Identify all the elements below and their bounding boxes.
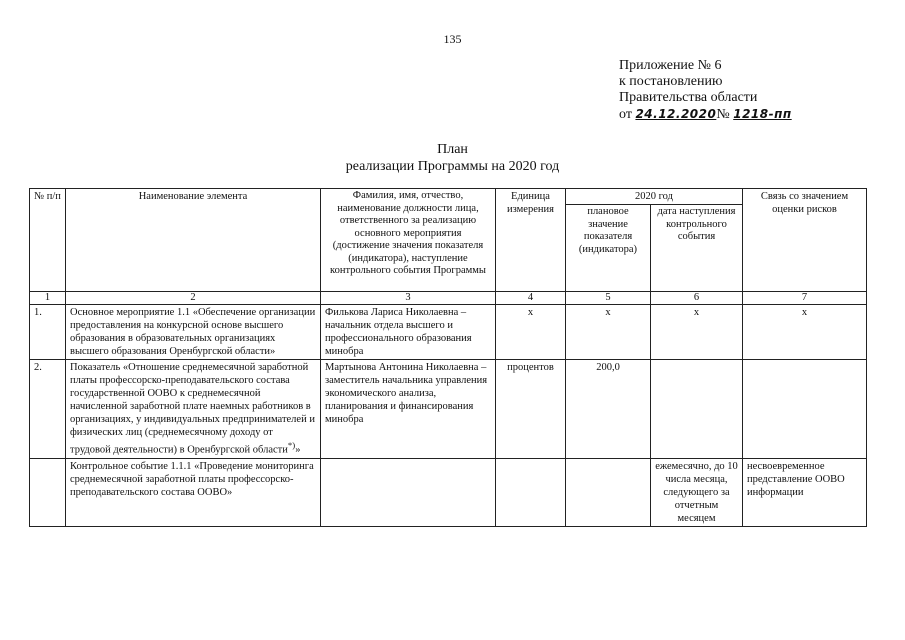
table-row (30, 360, 867, 459)
title-line-2: реализации Программы на 2020 год (345, 159, 560, 174)
row-element: Основное мероприятие 1.1 «Обеспечение организации предоставления на конкурсной основе высшего образования в образовательных организациях высшего образования Оренбургской области» (66, 305, 321, 360)
date-prefix: от (619, 107, 632, 122)
header-date: дата наступления контрольного события (651, 205, 743, 292)
row-planned: 200,0 (566, 360, 651, 459)
column-number: 2 (66, 292, 321, 305)
row-num (30, 458, 66, 526)
row-unit: процентов (496, 360, 566, 459)
handwritten-number: 1218-пп (733, 107, 792, 121)
title-line-1: План (437, 142, 468, 157)
appendix-line-2: к постановлению (619, 74, 723, 89)
row-num: 1. (30, 305, 66, 360)
handwritten-date: 24.12.2020 (635, 107, 717, 121)
row-responsible: Мартынова Антонина Николаевна – заместитель начальника управления экономического анализа, планирования и финансирования минобра (321, 360, 496, 459)
row-risk: несвоевременное представление ООВО информации (743, 458, 867, 526)
number-prefix: № (716, 107, 730, 122)
plan-table (29, 188, 867, 527)
header-responsible: Фамилия, имя, отчество, наименование должности лица, ответственного за реализацию основного мероприятия (достижение значения показателя (индикатора), наступление контрольного события Программы (321, 189, 496, 292)
header-year: 2020 год (566, 189, 743, 205)
table-row (30, 458, 867, 526)
header-element: Наименование элемента (66, 189, 321, 292)
row-risk: х (743, 305, 867, 360)
column-number: 3 (321, 292, 496, 305)
appendix-line-1: Приложение № 6 (619, 58, 722, 73)
header-planned: плановое значение показателя (индикатора) (566, 205, 651, 292)
row-element: Контрольное событие 1.1.1 «Проведение мониторинга среднемесячной заработной платы профессорско-преподавательского состава ООВО» (66, 458, 321, 526)
row-element (66, 360, 321, 459)
column-number-row (30, 292, 867, 305)
appendix-line-4 (619, 106, 792, 123)
row-element-main: Показатель «Отношение среднемесячной заработной платы профессорско-преподавательского состава государственной ООВО к среднемесячной начисленной заработной плате наемных работников в организациях, у индивидуальных предпринимателей и физических лиц (среднемесячному доходу от трудовой деятельности) в Оренбургской области (70, 362, 315, 456)
row-date (651, 360, 743, 459)
column-number: 7 (743, 292, 867, 305)
column-number: 4 (496, 292, 566, 305)
header-unit: Единица измерения (496, 189, 566, 292)
row-planned (566, 458, 651, 526)
appendix-block (619, 58, 792, 123)
row-planned: х (566, 305, 651, 360)
appendix-line-3: Правительства области (619, 90, 758, 105)
page-number: 135 (443, 32, 462, 46)
row-element-end: » (295, 444, 301, 456)
footnote-marker: *) (287, 440, 296, 450)
column-number: 6 (651, 292, 743, 305)
document-title (0, 141, 905, 175)
column-number: 1 (30, 292, 66, 305)
row-date: ежемесячно, до 10 числа месяца, следующего за отчетным месяцем (651, 458, 743, 526)
row-unit: х (496, 305, 566, 360)
row-risk (743, 360, 867, 459)
header-num: № п/п (30, 189, 66, 292)
header-risk: Связь со значением оценки рисков (743, 189, 867, 292)
column-number: 5 (566, 292, 651, 305)
table-row (30, 305, 867, 360)
row-date: х (651, 305, 743, 360)
header-row-1 (30, 189, 867, 205)
row-num: 2. (30, 360, 66, 459)
row-responsible (321, 458, 496, 526)
row-unit (496, 458, 566, 526)
row-responsible: Филькова Лариса Николаевна – начальник отдела высшего и профессионального образования минобра (321, 305, 496, 360)
